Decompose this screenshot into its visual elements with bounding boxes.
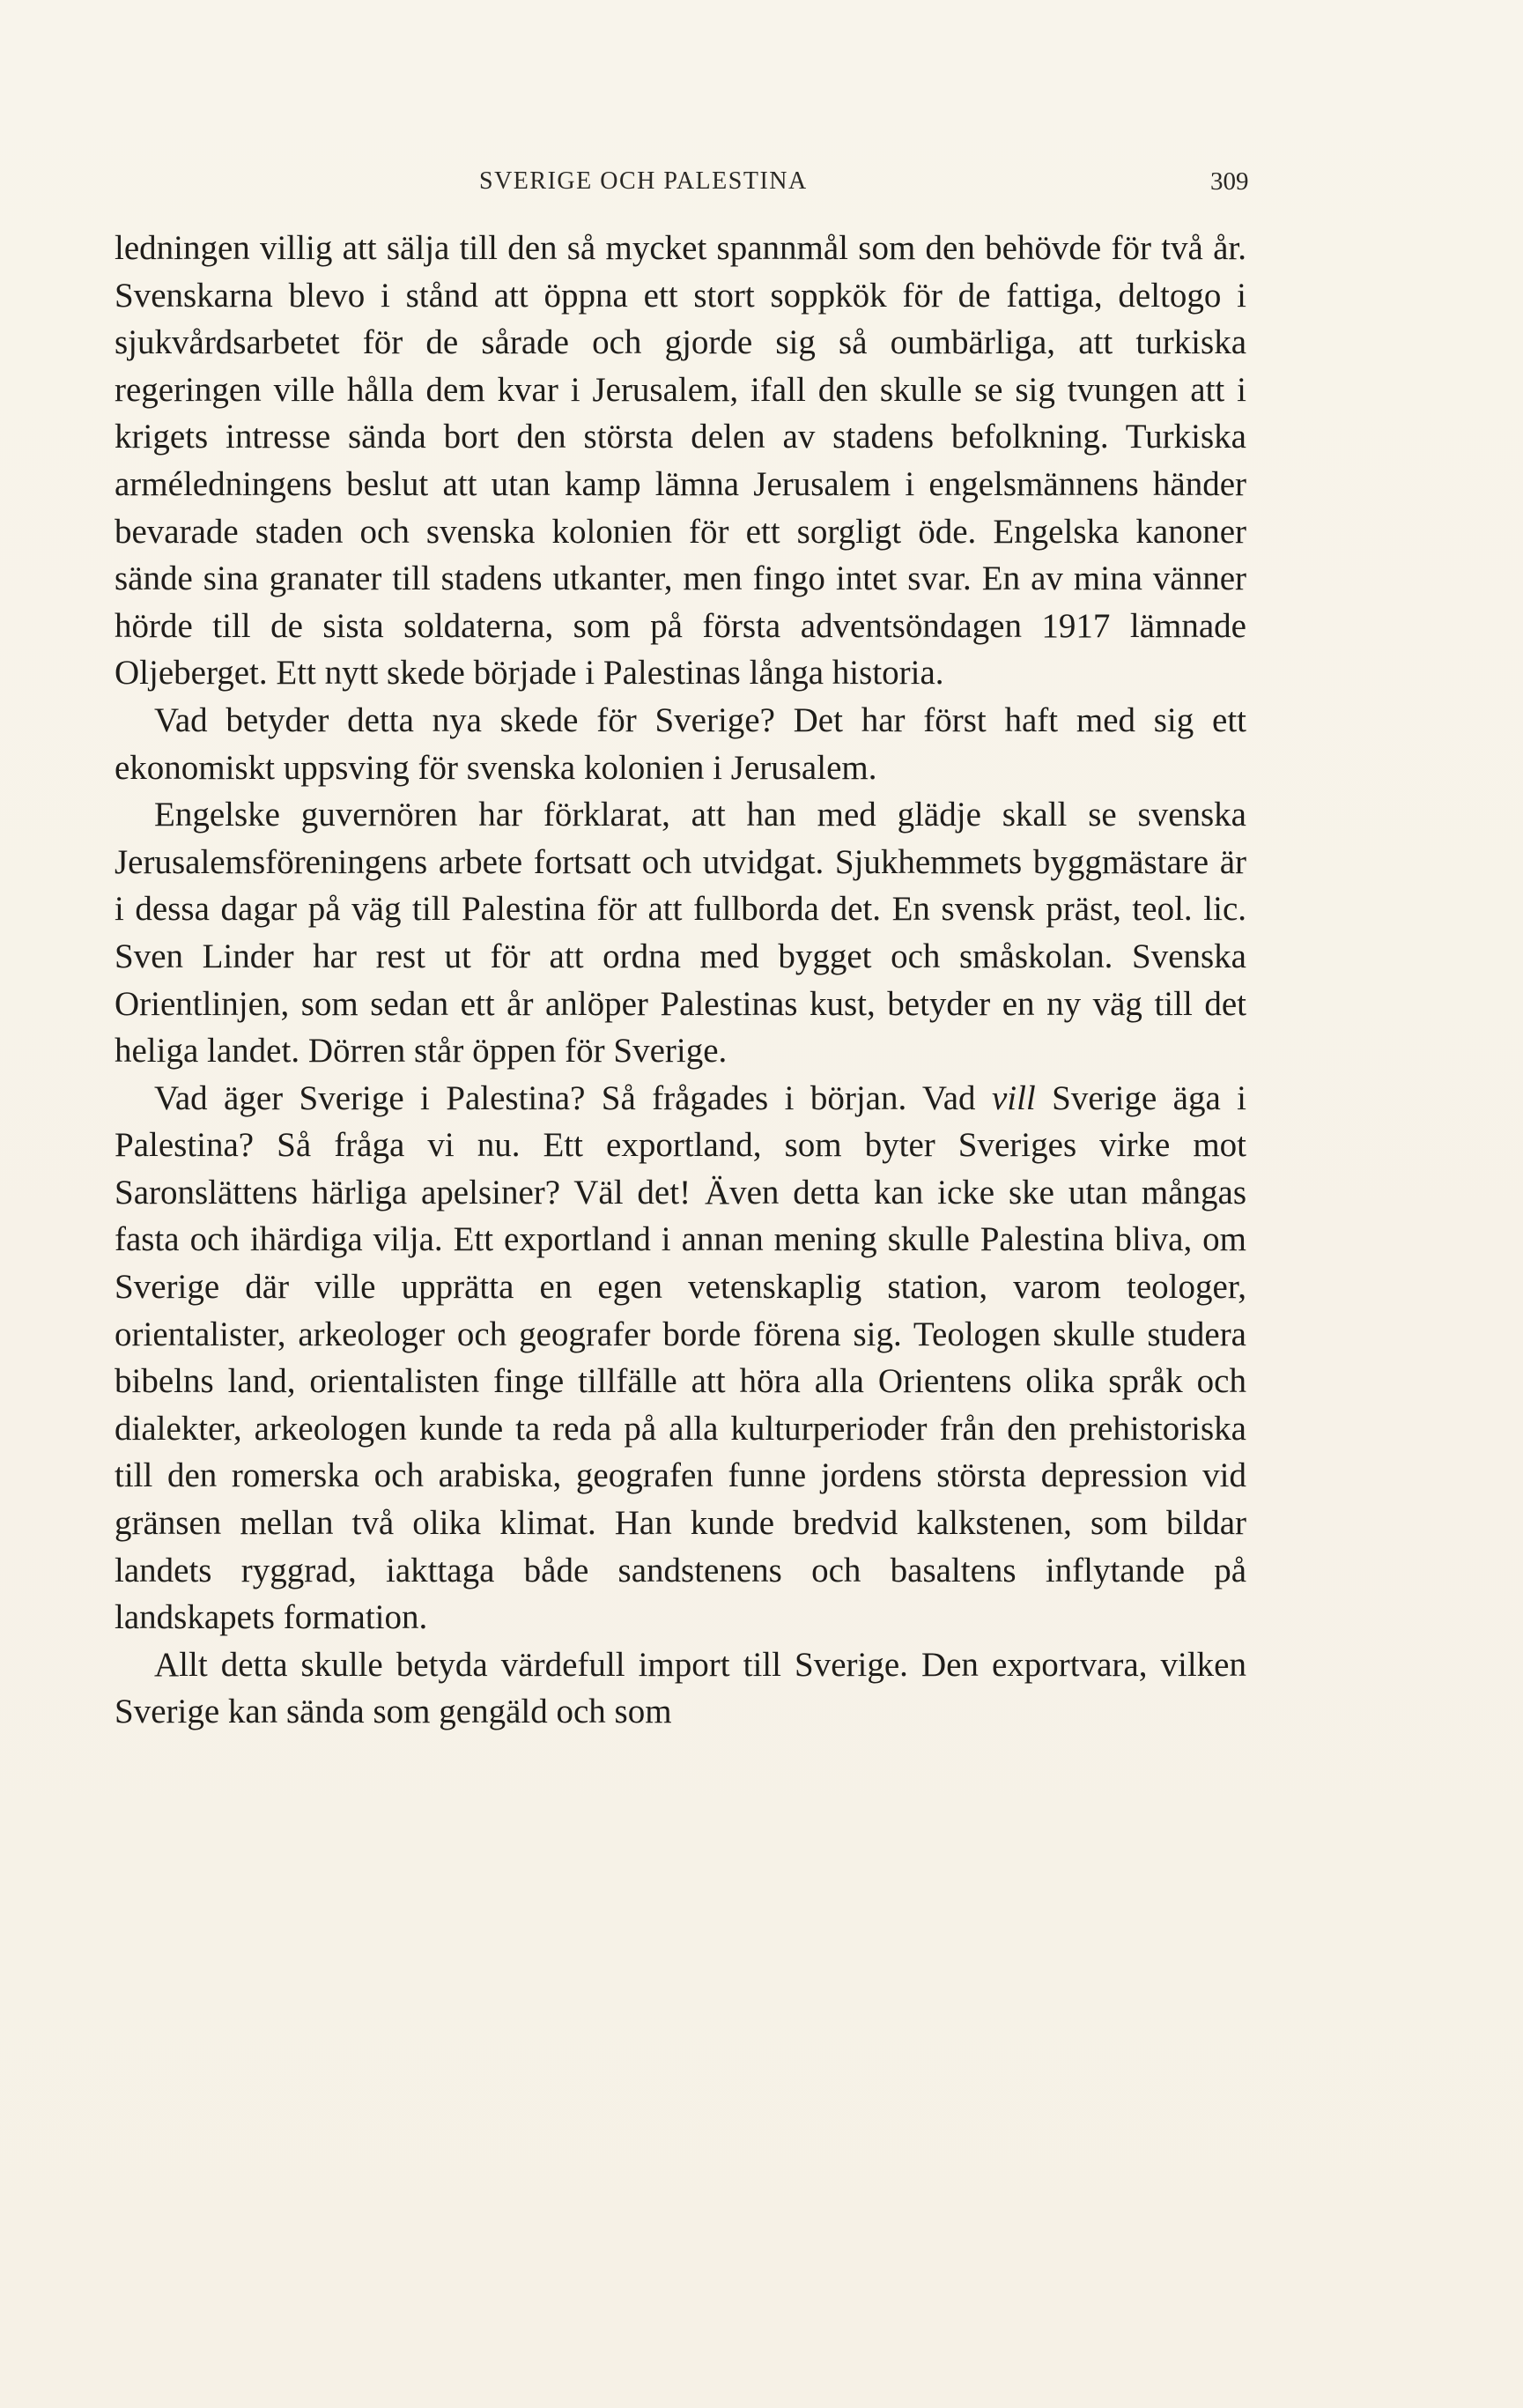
paragraph-4-text-end: Sverige äga i Palestina? Så fråga vi nu. Ett exportland, som byter Sveriges virke mot Saronslättens härliga apelsiner? Väl det! Även detta kan icke ske utan mångas fasta och ihärdiga vilja. Ett exportland i annan mening skulle Palestina bliva, om Sverige där ville upprätta en egen vetenskaplig station, varom teologer, orientalister, arkeologer och geografer borde förena sig. Teologen skulle studera bibelns land, orientalisten finge tillfälle att höra alla Orientens olika språk och dialekter, arkeologen kunde ta reda på alla kulturperioder från den prehistoriska till den romerska och arabiska, geografen funne jordens största depression vid gränsen mellan två olika klimat. Han kunde bredvid kalkstenen, som bildar landets ryggrad, iakttaga både sandstenens och basaltens inflytande på landskapets formation. (115, 1078, 1247, 1637)
paragraph-5: Allt detta skulle betyda värdefull import till Sverige. Den exportvara, vilken Sverige kan sända som gengäld och som (115, 1645, 1246, 1731)
paragraph-4 (115, 1075, 1246, 1641)
paragraph-1: ledningen villig att sälja till den så mycket spannmål som den behövde för två år. Svenskarna blevo i stånd att öppna ett stort soppkök för de fattiga, deltogo i sjukvårdsarbetet för de sårade och gjorde sig så oumbärliga, att turkiska regeringen ville hålla dem kvar i Jerusalem, ifall den skulle se sig tvungen att i krigets intresse sända bort den största delen av stadens befolkning. Turkiska arméledningens beslut att utan kamp lämna Jerusalem i engelsmännens händer bevarade staden och svenska kolonien för ett sorgligt öde. Engelska kanoner sände sina granater till stadens utkanter, men fingo intet svar. En av mina vänner hörde till de sista soldaterna, som på första adventsöndagen 1917 lämnade Oljeberget. Ett nytt skede började i Palestinas långa historia. (115, 229, 1246, 693)
page-number: 309 (1210, 167, 1249, 196)
paragraph-4-text-start: Vad äger Sverige i Palestina? Så frågades i början. Vad (154, 1078, 992, 1117)
running-title: SVERIGE OCH PALESTINA (479, 167, 808, 195)
paragraph-3: Engelske guvernören har förklarat, att han med glädje skall se svenska Jerusalemsföreningens arbete fortsatt och utvidgat. Sjukhemmets byggmästare är i dessa dagar på väg till Palestina för att fullborda det. En svensk präst, teol. lic. Sven Linder har rest ut för att ordna med bygget och småskolan. Svenska Orientlinjen, som sedan ett år anlöper Palestinas kust, betyder en ny väg till det heliga landet. Dörren står öppen för Sverige. (115, 796, 1246, 1071)
body-text (115, 225, 1246, 1736)
italic-word-vill: vill (991, 1078, 1036, 1117)
paragraph-2: Vad betyder detta nya skede för Sverige? Det har först haft med sig ett ekonomiskt uppsving för svenska kolonien i Jerusalem. (115, 700, 1246, 787)
